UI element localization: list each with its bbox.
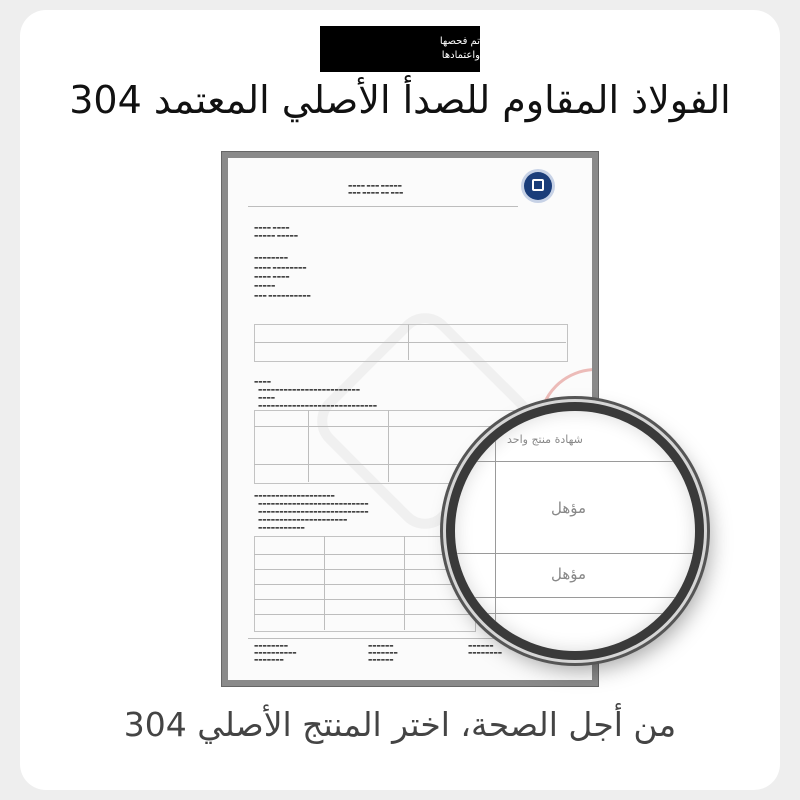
doc-table (254, 324, 568, 362)
doc-rule (254, 614, 474, 615)
doc-text-line: ▬▬▬▬▬▬▬▬ (254, 644, 289, 649)
verified-badge (320, 26, 480, 72)
doc-text-line: ▬▬▬▬▬▬▬▬▬▬▬▬▬▬▬▬▬▬▬▬▬▬▬▬▬▬▬▬ (258, 404, 378, 409)
doc-rule (254, 599, 474, 600)
doc-text-line: ▬▬▬▬▬ ▬▬▬▬▬ (254, 234, 298, 239)
doc-text-line: ▬▬▬ ▬▬▬▬ ▬▬ ▬▬▬ (348, 191, 404, 196)
doc-text-line: ▬▬▬▬▬▬▬▬▬▬▬▬▬▬▬▬▬▬▬▬▬ (258, 518, 348, 523)
headline: الفولاذ المقاوم للصدأ الأصلي المعتمد 304 (69, 78, 731, 122)
doc-text-line: ▬▬▬▬ ▬▬▬▬ (254, 226, 290, 231)
doc-text-line: ▬▬▬▬ (254, 380, 272, 385)
doc-rule (408, 324, 409, 360)
doc-rule (248, 206, 518, 207)
doc-text-line: ▬▬▬▬▬▬▬▬▬▬▬▬▬▬▬▬▬▬▬▬▬▬▬▬▬▬ (258, 510, 369, 515)
doc-text-line: ▬▬▬▬▬▬▬▬▬▬▬ (258, 526, 305, 531)
doc-rule (388, 410, 389, 482)
doc-text-line: ▬▬▬▬▬▬▬▬ (254, 256, 289, 261)
doc-text-line: ▬▬▬▬▬▬ (368, 658, 394, 663)
doc-text-line: ▬▬▬▬▬▬ (468, 644, 494, 649)
magnifying-glass (446, 402, 704, 660)
magnified-rule (455, 613, 695, 614)
qualified-value-2: مؤهل (551, 565, 587, 583)
magnified-rule (495, 411, 496, 651)
doc-text-line: ▬▬▬▬ (258, 396, 276, 401)
footer-text: من أجل الصحة، اختر المنتج الأصلي 304 (123, 705, 677, 744)
doc-text-line: ▬▬▬▬ ▬▬▬ ▬▬▬▬▬ (348, 184, 402, 189)
certificate-label: شهادة منتج واحد (507, 433, 583, 446)
doc-rule (324, 536, 325, 630)
doc-text-line: ▬▬▬▬▬▬▬▬▬▬ (254, 651, 297, 656)
magnified-rule (455, 461, 695, 462)
magnified-rule (455, 553, 695, 554)
doc-rule (254, 569, 474, 570)
doc-rule (254, 584, 474, 585)
doc-text-line: ▬▬▬▬ ▬▬▬▬▬▬▬▬ (254, 266, 307, 271)
doc-text-line: ▬▬▬▬▬▬▬▬▬▬▬▬▬▬▬▬▬▬▬▬▬▬▬▬ (258, 388, 361, 393)
certification-logo-icon (524, 172, 552, 200)
doc-rule (308, 410, 309, 482)
doc-text-line: ▬▬▬ ▬▬▬▬▬▬▬▬▬▬ (254, 294, 311, 299)
badge-line-1: تم فحصها (439, 36, 480, 47)
doc-text-line: ▬▬▬▬ ▬▬▬▬ (254, 275, 290, 280)
doc-rule (404, 536, 405, 630)
doc-text-line: ▬▬▬▬▬▬ (368, 644, 394, 649)
doc-rule (254, 554, 474, 555)
doc-text-line: ▬▬▬▬▬ (254, 284, 276, 289)
badge-line-2: واعتمادها (441, 50, 480, 61)
doc-text-line: ▬▬▬▬▬▬▬▬ (468, 651, 503, 656)
doc-text-line: ▬▬▬▬▬▬▬▬▬▬▬▬▬▬▬▬▬▬▬▬▬▬▬▬▬▬ (258, 502, 369, 507)
doc-text-line: ▬▬▬▬▬▬▬ (368, 651, 398, 656)
magnified-table (455, 411, 695, 651)
doc-text-line: ▬▬▬▬▬▬▬▬▬▬▬▬▬▬▬▬▬▬▬ (254, 494, 335, 499)
doc-text-line: ▬▬▬▬▬▬▬ (254, 658, 284, 663)
qualified-value-1: مؤهل (551, 499, 587, 517)
doc-rule (254, 342, 566, 343)
magnified-rule (455, 597, 695, 598)
